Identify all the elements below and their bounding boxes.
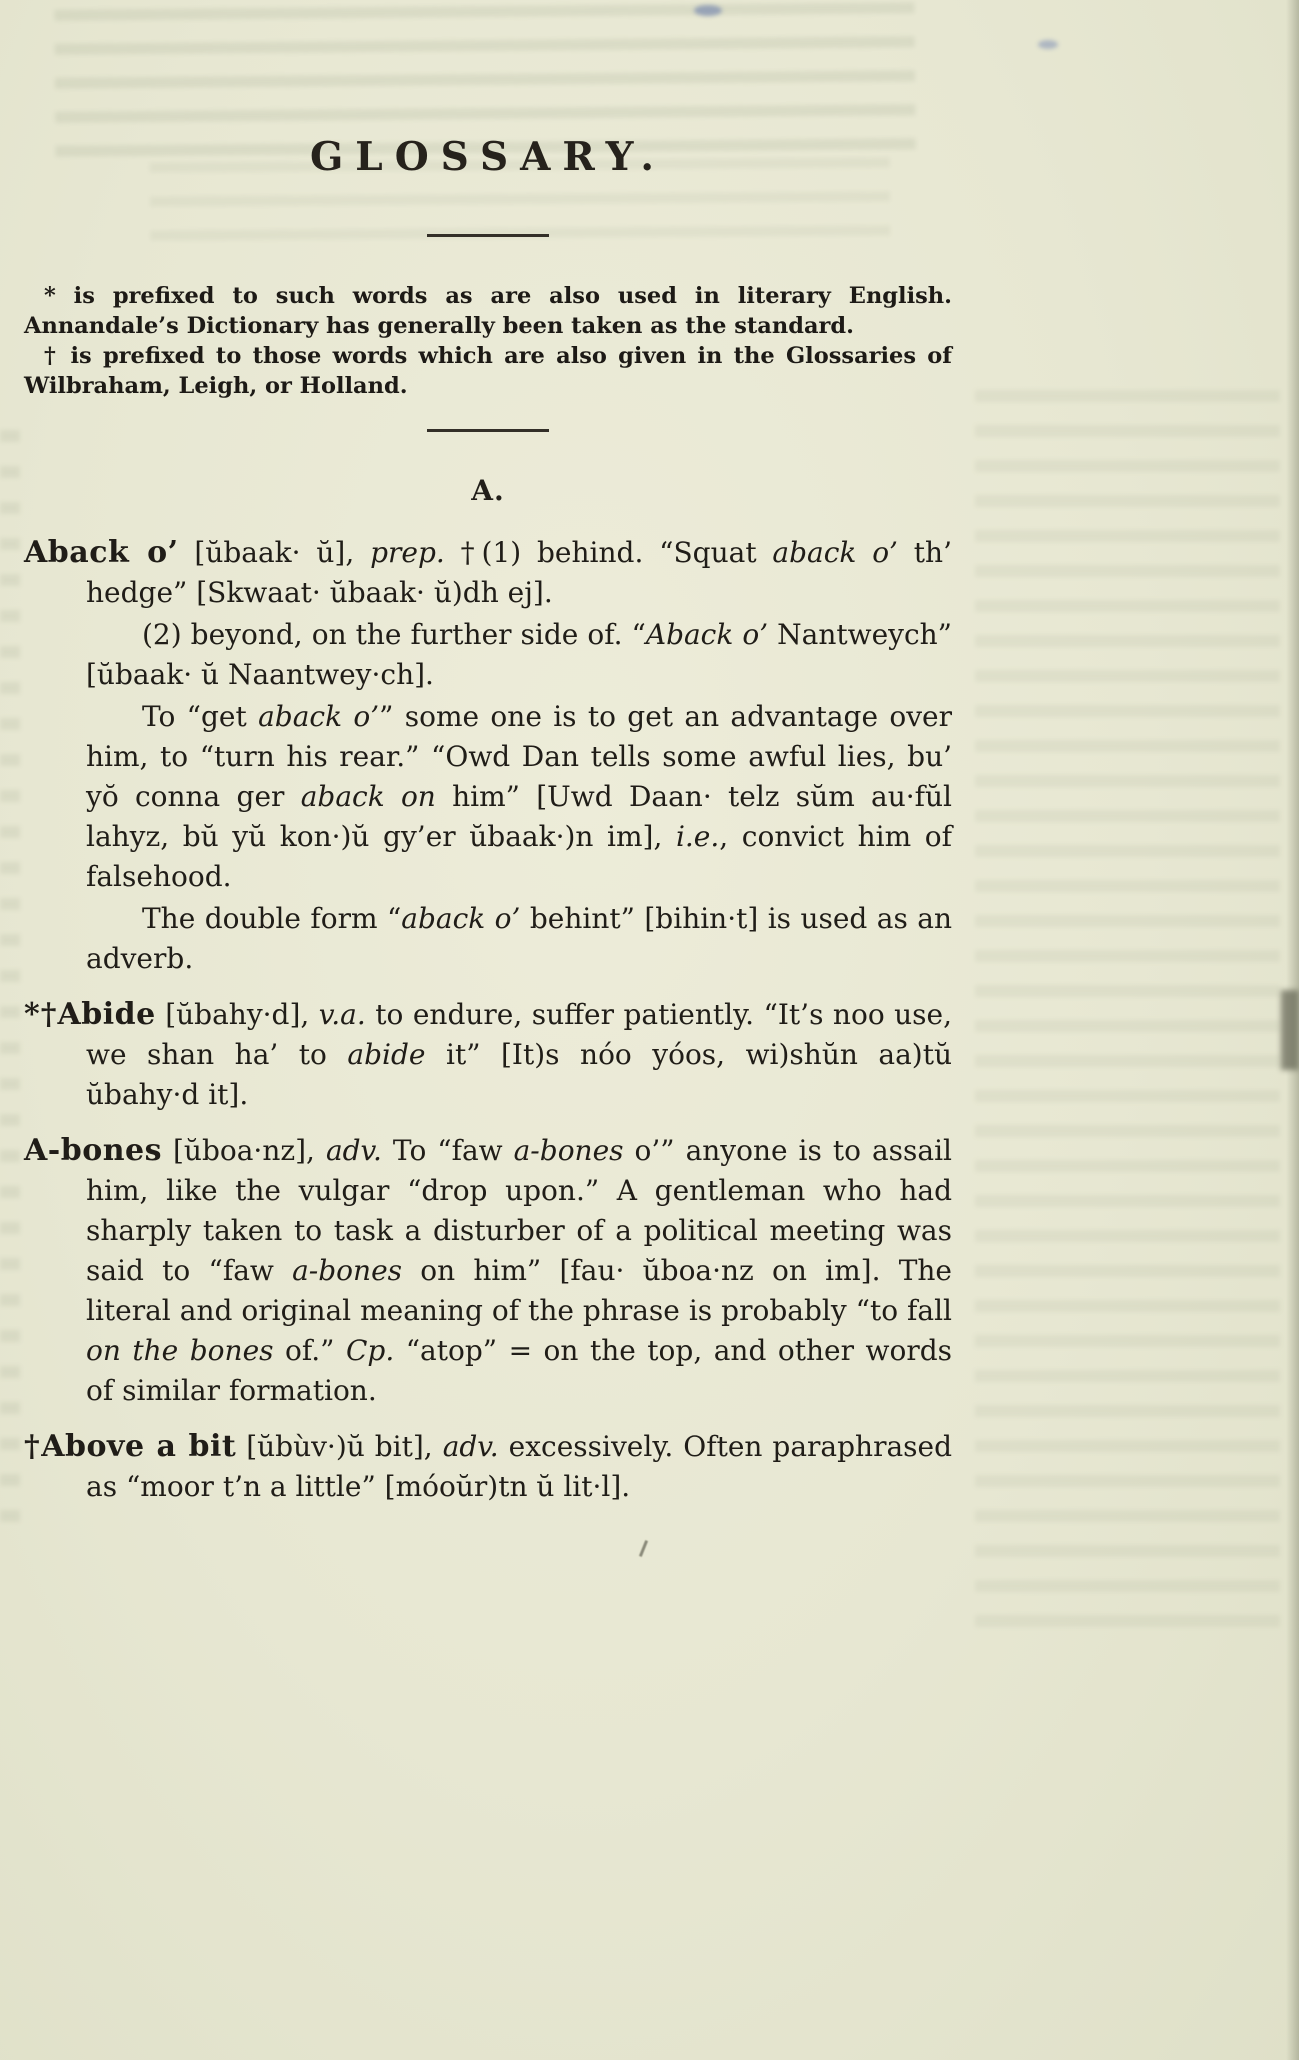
entry-text-run: adv. [325, 1134, 382, 1167]
entry-headword: A-bones [24, 1133, 163, 1168]
page-edge-shadow [1286, 0, 1299, 2060]
entry-text-run: [ŭbaak· ŭ], [178, 536, 371, 569]
entry-text-run: †(1) behind. “Squat [444, 536, 773, 569]
entry-text-run: To “faw [381, 1134, 514, 1167]
preface-divider [427, 429, 549, 432]
page-title: GLOSSARY. [309, 134, 667, 180]
bleedthrough-text-right-margin [975, 390, 1280, 1650]
entry-text-run: excessively. Often paraphrased as “moor t’n a little” [móoŭr)tn ŭ lit·l]. [86, 1430, 953, 1503]
entry-paragraph [24, 615, 952, 695]
entry-text-run: i.e. [675, 820, 720, 853]
entry-headword: †Above a bit [24, 1429, 237, 1464]
entry-text-run: it” [It)s nóo yóos, wi)shŭn aa)tŭ ŭbahy·d it]. [86, 1038, 952, 1111]
entry-text-run: [ŭboa·nz], [162, 1134, 326, 1167]
entry-text-run: him” [Uwd Daan· telz sŭm au·fŭl lahyz, bŭ yŭ kon·)ŭ gy’er ŭbaak·)n im], [86, 780, 953, 853]
glossary-entry [24, 533, 952, 979]
bleedthrough-text-left-edge [0, 430, 20, 1530]
glossary-entry [24, 1131, 952, 1411]
entry-text-run: prep. [370, 536, 445, 569]
entry-text-run: adv. [442, 1430, 499, 1463]
entry-text-run: Nantweych” [ŭbaak· ŭ Naantwey·ch]. [86, 618, 952, 691]
page-content [24, 0, 952, 1523]
entry-text-run: aback o’ [258, 700, 380, 733]
entry-text-run: th’ hedge” [Skwaat· ŭbaak· ŭ)dh ej]. [86, 536, 952, 609]
entry-paragraph [24, 1427, 952, 1507]
preface-note-asterisk: * is prefixed to such words as are also used in literary English. Annandale’s Dictionary has generally been taken as the standard. [24, 283, 952, 339]
entry-paragraph [24, 533, 952, 613]
entry-paragraph [24, 995, 952, 1115]
glossary-entries [24, 533, 952, 1507]
entry-text-run: , convict him of falsehood. [86, 820, 953, 893]
entry-text-run: a-bones [292, 1254, 403, 1287]
entry-paragraph [24, 697, 952, 897]
entry-text-run: [ŭbùv·)ŭ bit], [236, 1430, 443, 1463]
entry-headword: Aback o’ [24, 535, 179, 570]
entry-text-run: on the bones [86, 1334, 274, 1367]
entry-text-run: a-bones [513, 1134, 624, 1167]
entry-text-run: abide [347, 1038, 426, 1071]
entry-text-run: (2) beyond, on the further side of. “ [142, 618, 646, 651]
entry-text-run: To “get [142, 700, 259, 733]
glossary-entry [24, 995, 952, 1115]
entry-text-run: to endure, suffer patiently. “It’s noo use, we shan ha’ to [86, 998, 953, 1071]
entry-text-run: Cp. [345, 1334, 395, 1367]
entry-paragraph [24, 899, 952, 979]
title-divider [427, 234, 549, 237]
entry-text-run: behint” [bihin·t] is used as an adverb. [86, 902, 952, 975]
entry-text-run: Aback o’ [645, 618, 769, 651]
entry-headword: *†Abide [24, 997, 156, 1032]
preface-note-dagger: † is prefixed to those words which are also given in the Glossaries of Wilbraham, Leigh, or Holland. [24, 343, 952, 399]
blue-ink-mark-2 [1038, 40, 1058, 49]
entry-text-run: of.” [273, 1334, 346, 1367]
stray-pen-mark [639, 1540, 648, 1557]
entry-text-run: “atop” = on the top, and other words of similar formation. [86, 1334, 952, 1407]
entry-text-run: aback o’ [401, 902, 521, 935]
entry-text-run: aback o’ [772, 536, 898, 569]
entry-text-run: on him” [fau· ŭboa·nz on im]. The literal and original meaning of the phrase is probably “to fall [86, 1254, 952, 1327]
entry-paragraph [24, 1131, 952, 1411]
ink-blot-right-edge [1281, 990, 1299, 1070]
entry-text-run: aback on [300, 780, 436, 813]
entry-text-run: ” some one is to get an advantage over him, to “turn his rear.” “Owd Dan tells some awful lies, bu’ yŏ conna ger [86, 700, 952, 813]
entry-text-run: v.a. [318, 998, 366, 1031]
entry-text-run: o’” anyone is to assail him, like the vulgar “drop upon.” A gentleman who had sharply taken to task a disturber of a political meeting was said to “faw [86, 1134, 952, 1287]
preface-notes [24, 281, 952, 401]
glossary-entry [24, 1427, 952, 1507]
entry-text-run: [ŭbahy·d], [155, 998, 319, 1031]
section-heading-a: A. [471, 474, 505, 507]
entry-text-run: The double form “ [142, 902, 402, 935]
